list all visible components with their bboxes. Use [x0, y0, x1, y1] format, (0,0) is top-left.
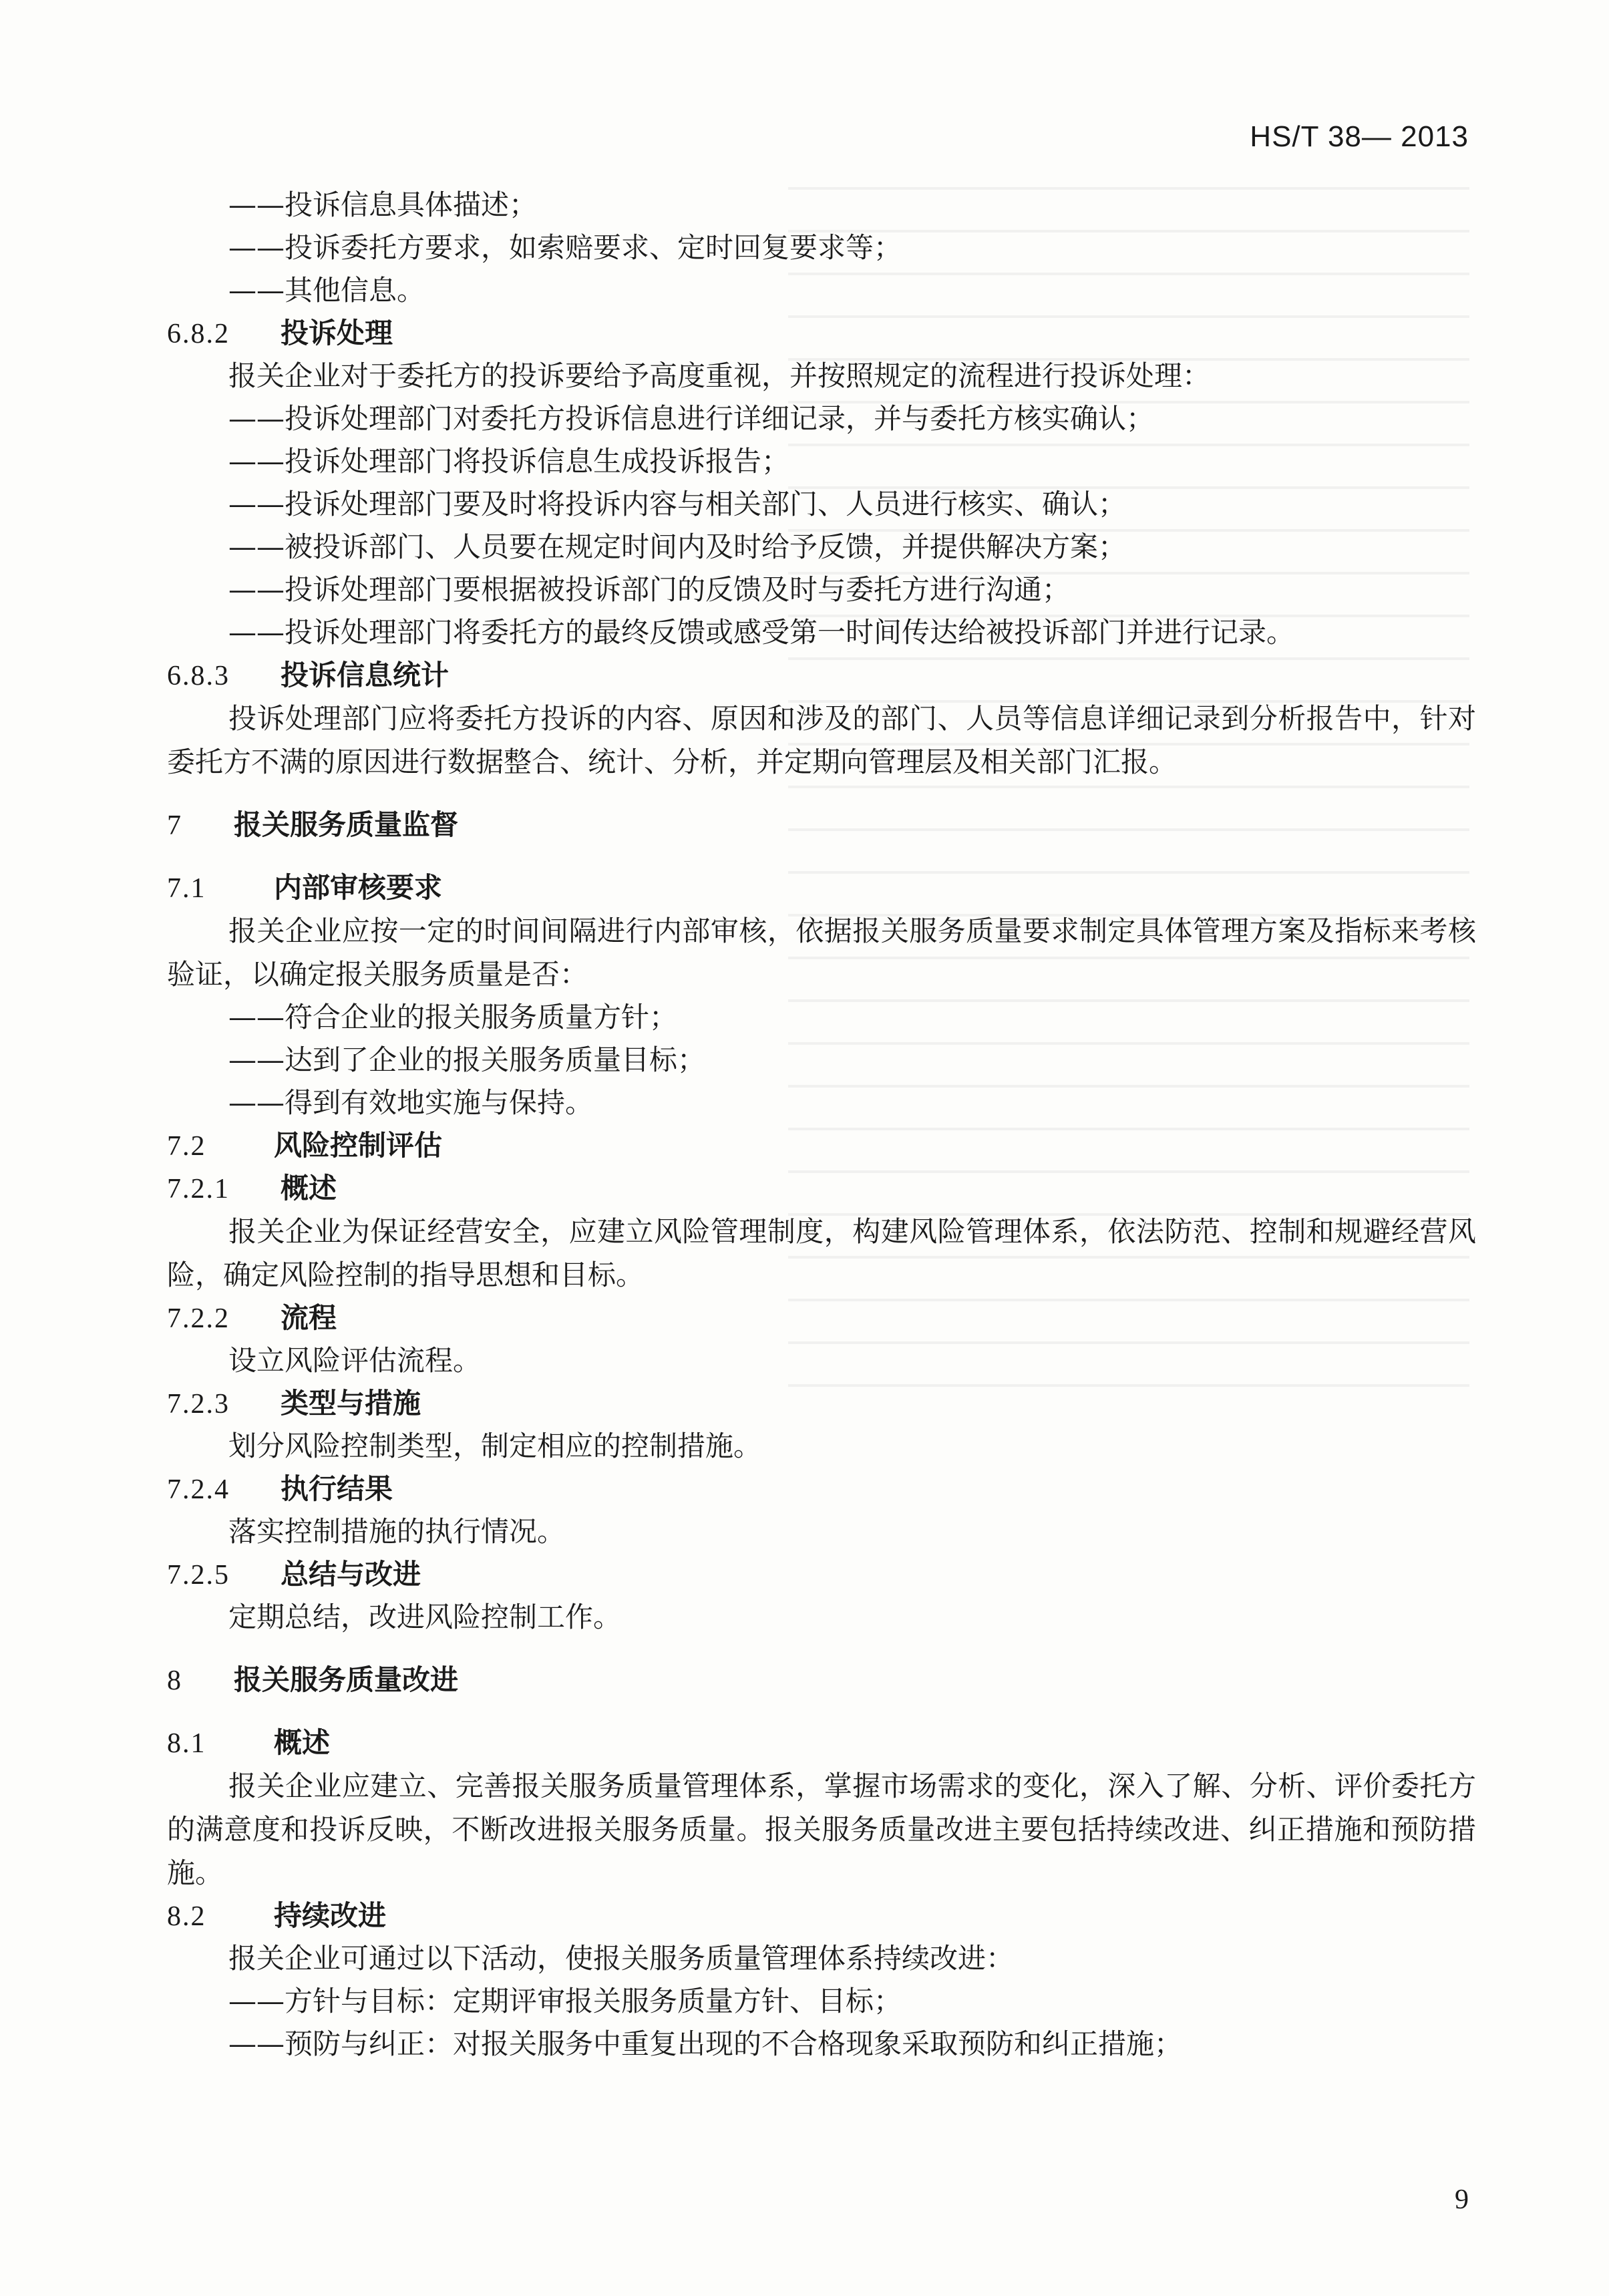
- paragraph: 报关企业应建立、完善报关服务质量管理体系，掌握市场需求的变化，深入了解、分析、评价委托方的满意度和投诉反映，不断改进报关服务质量。报关服务质量改进主要包括持续改进、纠正措施和预防措施。: [167, 1770, 1476, 1889]
- section-title: 投诉处理: [281, 317, 393, 349]
- bullet-item: ——预防与纠正：对报关服务中重复出现的不合格现象采取预防和纠正措施；: [228, 2027, 1183, 2060]
- bullet-item: ——投诉委托方要求，如索赔要求、定时回复要求等；: [228, 231, 902, 264]
- section-title: 内部审核要求: [274, 871, 443, 904]
- paragraph-line: 报关企业可通过以下活动，使报关服务质量管理体系持续改进：: [228, 1942, 1015, 1975]
- section-number: 8.1: [167, 1728, 206, 1759]
- document-code: HS/T 38— 2013: [1250, 120, 1469, 153]
- bullet-item: ——符合企业的报关服务质量方针；: [228, 1001, 678, 1033]
- section-title: 持续改进: [274, 1899, 387, 1932]
- section-title: 概述: [281, 1172, 337, 1204]
- section-heading: [167, 654, 1476, 697]
- chapter-heading: [167, 804, 1476, 846]
- section-number: 6.8.3: [167, 661, 230, 691]
- section-title: 执行结果: [281, 1472, 393, 1505]
- section-number: 7: [167, 810, 182, 841]
- bullet-item: ——投诉处理部门对委托方投诉信息进行详细记录，并与委托方核实确认；: [228, 402, 1155, 435]
- bullet-item: ——投诉处理部门将投诉信息生成投诉报告；: [228, 445, 790, 478]
- paragraph-line: 划分风险控制类型，制定相应的控制措施。: [228, 1430, 762, 1462]
- section-number: 7.2.1: [167, 1174, 230, 1204]
- section-number: 8: [167, 1665, 182, 1696]
- section-number: 8.2: [167, 1901, 206, 1932]
- paragraph: 投诉处理部门应将委托方投诉的内容、原因和涉及的部门、人员等信息详细记录到分析报告中，针对委托方不满的原因进行数据整合、统计、分析，并定期向管理层及相关部门汇报。: [167, 702, 1476, 778]
- section-heading: [167, 1468, 1476, 1510]
- paragraph-line: 报关企业对于委托方的投诉要给予高度重视，并按照规定的流程进行投诉处理：: [228, 359, 1211, 392]
- section-title: 报关服务质量监督: [234, 808, 459, 841]
- section-heading: [167, 1167, 1476, 1210]
- section-heading: [167, 1721, 1476, 1764]
- page-number: 9: [1455, 2184, 1469, 2215]
- section-title: 流程: [281, 1301, 337, 1334]
- bullet-item: ——其他信息。: [228, 274, 425, 307]
- paragraph: 报关企业为保证经营安全，应建立风险管理制度，构建风险管理体系，依法防范、控制和规避经营风险，确定风险控制的指导思想和目标。: [167, 1215, 1476, 1291]
- bullet-item: ——投诉处理部门要根据被投诉部门的反馈及时与委托方进行沟通；: [228, 573, 1071, 606]
- bullet-item: ——方针与目标：定期评审报关服务质量方针、目标；: [228, 1985, 902, 2017]
- paragraph-line: 设立风险评估流程。: [228, 1344, 482, 1377]
- section-number: 7.2: [167, 1131, 206, 1162]
- bullet-item: ——投诉处理部门将委托方的最终反馈或感受第一时间传达给被投诉部门并进行记录。: [228, 616, 1295, 649]
- chapter-heading: [167, 1659, 1476, 1701]
- spacer: [167, 846, 1476, 866]
- bullet-item: ——投诉信息具体描述；: [228, 188, 538, 221]
- section-heading: [167, 1895, 1476, 1937]
- section-heading: [167, 1124, 1476, 1167]
- section-heading: [167, 1297, 1476, 1339]
- section-number: 7.2.2: [167, 1303, 230, 1334]
- section-heading: [167, 866, 1476, 909]
- section-number: 7.1: [167, 873, 206, 904]
- bullet-item: ——达到了企业的报关服务质量目标；: [228, 1043, 706, 1076]
- page-content: [167, 184, 1476, 2066]
- bullet-item: ——投诉处理部门要及时将投诉内容与相关部门、人员进行核实、确认；: [228, 488, 1127, 520]
- section-heading: [167, 1382, 1476, 1425]
- section-number: 7.2.4: [167, 1474, 230, 1505]
- bullet-item: ——被投诉部门、人员要在规定时间内及时给予反馈，并提供解决方案；: [228, 530, 1127, 563]
- section-title: 总结与改进: [281, 1558, 421, 1591]
- paragraph-line: 落实控制措施的执行情况。: [228, 1515, 566, 1548]
- section-title: 报关服务质量改进: [234, 1663, 459, 1696]
- section-title: 风险控制评估: [274, 1129, 443, 1162]
- spacer: [167, 1701, 1476, 1721]
- section-title: 投诉信息统计: [281, 659, 450, 691]
- section-heading: [167, 312, 1476, 355]
- paragraph: 报关企业应按一定的时间间隔进行内部审核，依据报关服务质量要求制定具体管理方案及指标来考核验证，以确定报关服务质量是否：: [167, 915, 1476, 991]
- section-heading: [167, 1553, 1476, 1596]
- section-number: 7.2.3: [167, 1389, 230, 1420]
- paragraph-line: 定期总结，改进风险控制工作。: [228, 1601, 622, 1633]
- section-title: 类型与措施: [281, 1387, 421, 1420]
- section-number: 6.8.2: [167, 319, 230, 349]
- section-title: 概述: [274, 1726, 331, 1759]
- bullet-item: ——得到有效地实施与保持。: [228, 1086, 594, 1119]
- section-number: 7.2.5: [167, 1560, 230, 1591]
